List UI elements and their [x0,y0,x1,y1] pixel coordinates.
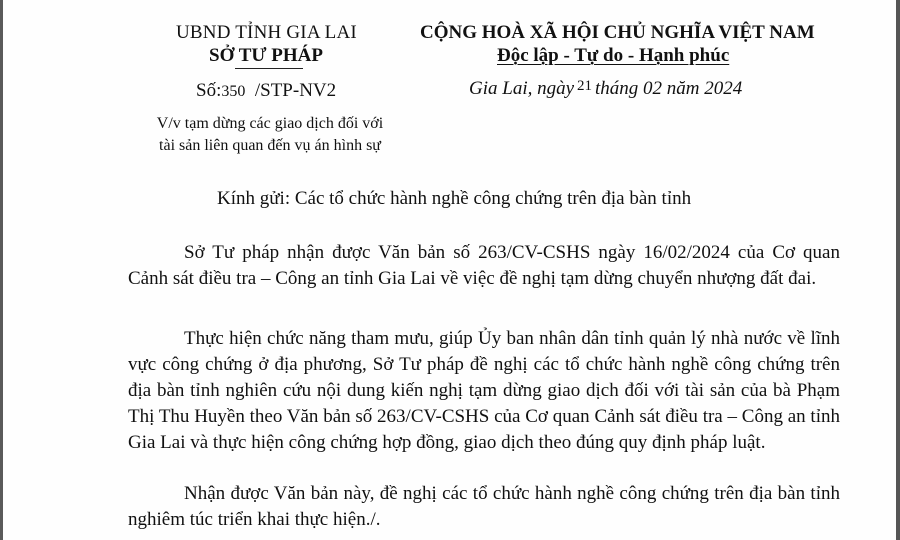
national-title: CỘNG HOÀ XÃ HỘI CHỦ NGHĨA VIỆT NAM [420,22,815,43]
body-paragraph-1: Sở Tư pháp nhận được Văn bản số 263/CV-CSHS ngày 16/02/2024 của Cơ quan Cảnh sát điều tra – Công an tỉnh Gia Lai về việc đề nghị tạm dừng chuyển nhượng đất đai. [128,242,840,289]
document-number-value: 350 [221,83,246,100]
date-prefix: Gia Lai, ngày [469,78,575,99]
issuing-department: SỞ TƯ PHÁP [209,45,324,66]
subject-line-2: tài sản liên quan đến vụ án hình sự [159,137,381,154]
department-underline [235,68,303,69]
addressee-line: Kính gửi: Các tổ chức hành nghề công chứng trên địa bàn tỉnh [217,188,692,209]
page-border-left [0,0,3,540]
document-subject [140,113,400,157]
document-number [196,80,336,102]
issue-date [469,78,742,100]
body-paragraph-3: Nhận được Văn bản này, đề nghị các tổ chức hành nghề công chứng trên địa bàn tỉnh nghiêm túc triển khai thực hiện./. [128,483,840,530]
body-paragraph-2: Thực hiện chức năng tham mưu, giúp Ủy ban nhân dân tỉnh quản lý nhà nước về lĩnh vực công chứng ở địa phương, Sở Tư pháp đề nghị các tổ chức hành nghề công chứng trên địa bàn tỉnh nghiên cứu nội dung kiến nghị tạm dừng giao dịch đối với tài sản của bà Phạm Thị Thu Huyền theo Văn bản số 263/CV-CSHS của Cơ quan Cảnh sát điều tra – Công an tỉnh Gia Lai và thực hiện công chứng hợp đồng, giao dịch theo đúng quy định pháp luật. [128,328,840,453]
issuing-agency: UBND TỈNH GIA LAI [176,22,357,43]
subject-line-1: V/v tạm dừng các giao dịch đối với [156,115,384,132]
page-border-right [896,0,900,540]
document-number-suffix: /STP-NV2 [254,80,337,101]
national-motto: Độc lập - Tự do - Hạnh phúc [497,45,730,66]
date-day: 21 [577,78,593,94]
date-suffix: tháng 02 năm 2024 [595,78,743,99]
document-number-prefix: Số: [196,80,222,101]
